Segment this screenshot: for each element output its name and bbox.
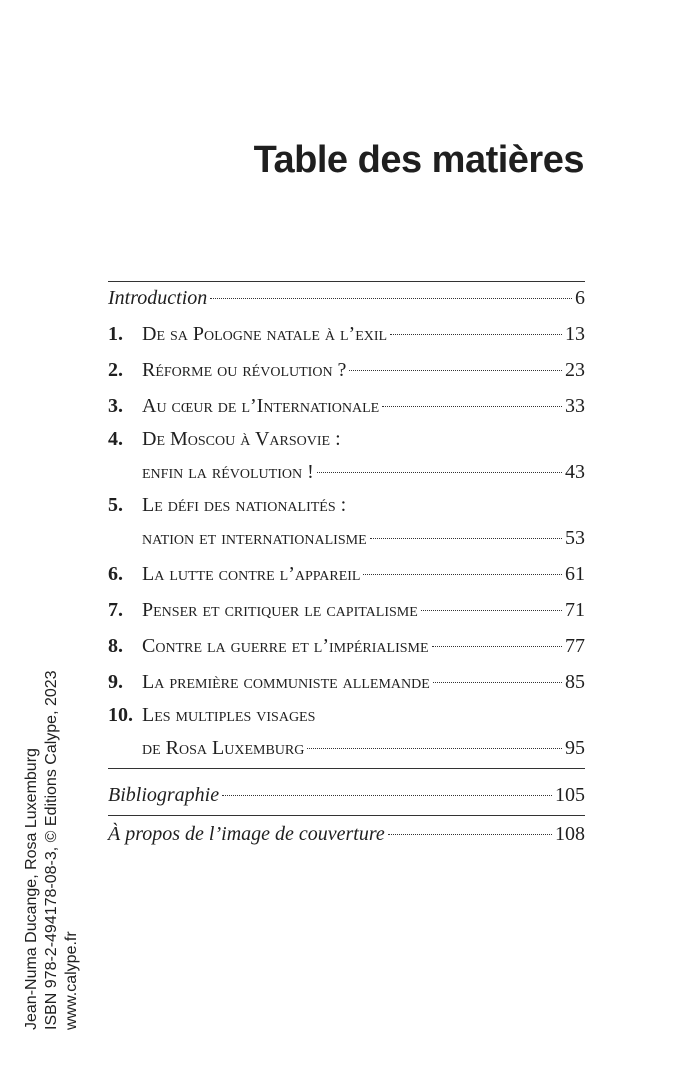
toc-entry-title: Le défi des nationalités :: [142, 494, 347, 516]
credit-author-title: Jean-Numa Ducange, Rosa Luxemburg: [23, 748, 40, 1030]
toc-entry-line: [108, 592, 585, 628]
credit-website: www.calype.fr: [63, 931, 80, 1030]
toc-entry-title: De Moscou à Varsovie :: [142, 428, 341, 450]
toc-entry-number: 1.: [108, 323, 123, 345]
toc-entry[interactable]: [108, 592, 585, 628]
toc-page-number: 95: [565, 737, 585, 759]
toc-page-number: 6: [575, 287, 585, 309]
toc-entry[interactable]: [108, 388, 585, 424]
toc-entry-number: 2.: [108, 359, 123, 381]
toc-page-number: 33: [565, 395, 585, 417]
toc-entry-number: 8.: [108, 635, 123, 657]
dot-leader: [349, 370, 562, 371]
dot-leader: [421, 610, 562, 611]
toc-entry-line: [108, 777, 585, 813]
toc-entry-title: enfin la révolution !: [142, 461, 314, 483]
toc-entry-line: [108, 454, 585, 490]
toc-entry-continuation[interactable]: [108, 520, 585, 556]
toc-entry-number: 9.: [108, 671, 123, 693]
toc-entry-line: [108, 280, 585, 316]
toc-entry-title: De sa Pologne natale à l’exil: [142, 323, 388, 345]
toc-entry-line: [108, 816, 585, 852]
toc-entry-number: 4.: [108, 428, 123, 450]
toc-entry[interactable]: [108, 664, 585, 700]
toc-entry-line: [108, 730, 585, 766]
toc-page-number: 13: [565, 323, 585, 345]
toc-page-number: 105: [555, 784, 585, 806]
toc-entry-continuation[interactable]: [108, 454, 585, 490]
dot-leader: [390, 334, 562, 335]
toc-page-number: 85: [565, 671, 585, 693]
toc-entry-title: La première communiste allemande: [142, 671, 430, 693]
toc-entry-title: La lutte contre l’appareil: [142, 563, 361, 585]
toc-entry-line: [108, 424, 585, 454]
toc-entry-number: 6.: [108, 563, 123, 585]
toc-entry[interactable]: [108, 816, 585, 852]
toc-entry-title: Penser et critiquer le capitalisme: [142, 599, 418, 621]
toc-entry-line: [108, 556, 585, 592]
toc-page-number: 61: [565, 563, 585, 585]
toc-entry[interactable]: [108, 424, 585, 454]
toc-entry-title: Réforme ou révolution ?: [142, 359, 347, 381]
toc-entry-title: Introduction: [108, 287, 208, 309]
toc-page-number: 23: [565, 359, 585, 381]
dot-leader: [382, 406, 562, 407]
toc-entry[interactable]: [108, 316, 585, 352]
toc-entry-line: [108, 490, 585, 520]
toc-entry[interactable]: [108, 777, 585, 813]
dot-leader: [222, 795, 552, 796]
dot-leader: [388, 834, 552, 835]
dot-leader: [210, 298, 572, 299]
toc-page-number: 77: [565, 635, 585, 657]
table-of-contents: [108, 280, 585, 852]
toc-entry[interactable]: [108, 352, 585, 388]
toc-entry-line: [108, 664, 585, 700]
toc-entry-title: Contre la guerre et l’impérialisme: [142, 635, 429, 657]
toc-page-number: 43: [565, 461, 585, 483]
toc-entry-title: Les multiples visages: [142, 704, 316, 726]
dot-leader: [307, 748, 562, 749]
toc-entry[interactable]: [108, 490, 585, 520]
toc-entry-number: 5.: [108, 494, 123, 516]
toc-entry-number: 3.: [108, 395, 123, 417]
toc-entry[interactable]: [108, 700, 585, 730]
toc-page-number: 71: [565, 599, 585, 621]
toc-entry-line: [108, 700, 585, 730]
toc-page-number: 108: [555, 823, 585, 845]
toc-entry-number: 7.: [108, 599, 123, 621]
toc-entry-line: [108, 316, 585, 352]
toc-entry-title: Au cœur de l’Internationale: [142, 395, 380, 417]
toc-page-number: 53: [565, 527, 585, 549]
dot-leader: [433, 682, 562, 683]
toc-entry-title: de Rosa Luxemburg: [142, 737, 305, 759]
side-credit: [22, 670, 82, 1030]
toc-entry-line: [108, 628, 585, 664]
toc-entry-line: [108, 388, 585, 424]
toc-entry-line: [108, 352, 585, 388]
dot-leader: [317, 472, 562, 473]
toc-entry-line: [108, 520, 585, 556]
toc-entry[interactable]: [108, 628, 585, 664]
toc-entry-title: À propos de l’image de couverture: [108, 823, 385, 845]
toc-entry-title: Bibliographie: [108, 784, 220, 806]
toc-entry-number: 10.: [108, 704, 133, 726]
dot-leader: [432, 646, 562, 647]
page-title: Table des matières: [253, 139, 584, 181]
dot-leader: [363, 574, 562, 575]
dot-leader: [370, 538, 562, 539]
toc-entry[interactable]: [108, 280, 585, 316]
toc-entry-continuation[interactable]: [108, 730, 585, 766]
toc-entry[interactable]: [108, 556, 585, 592]
credit-isbn: ISBN 978-2-494178-08-3, © Editions Calype, 2023: [43, 670, 60, 1030]
toc-entry-title: nation et internationalisme: [142, 527, 367, 549]
